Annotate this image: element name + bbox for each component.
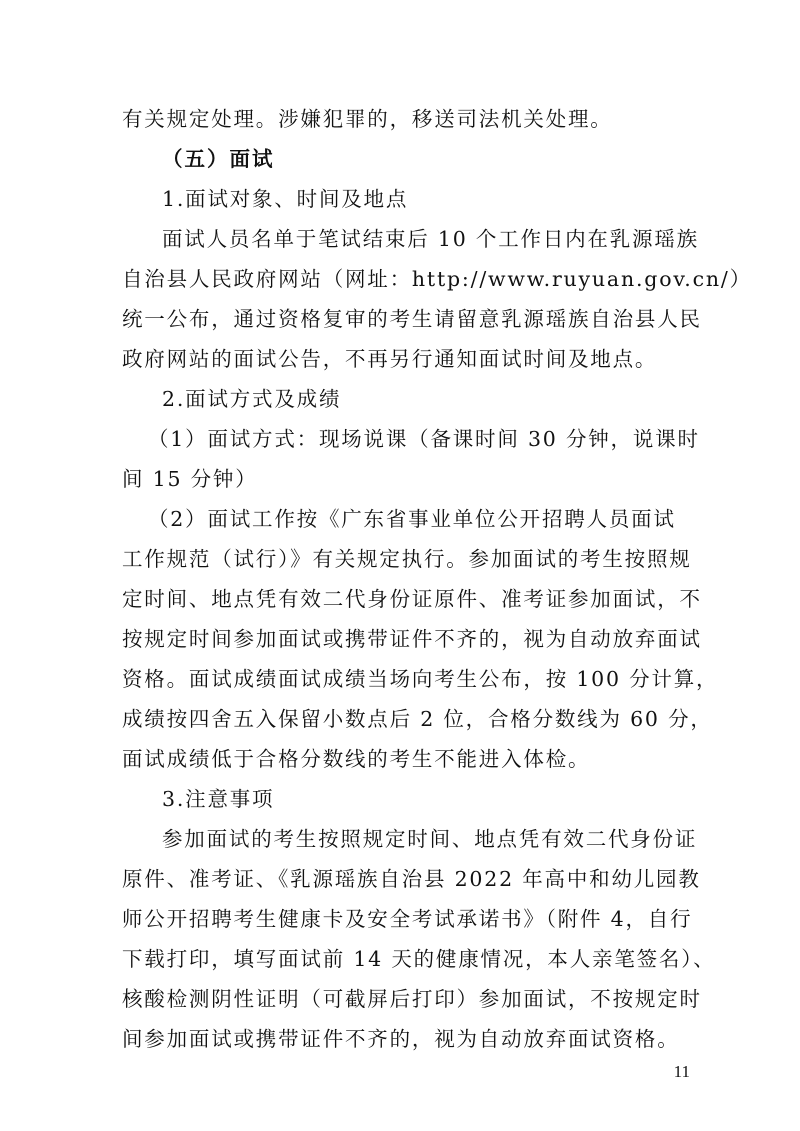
paragraph-line: 资格。面试成绩面试成绩当场向考生公布，按 100 分计算，	[122, 667, 719, 691]
paragraph-line: 下载打印，填写面试前 14 天的健康情况，本人亲笔签名）、	[122, 947, 716, 971]
page-number: 11	[673, 1062, 690, 1081]
paragraph-line: 有关规定处理。涉嫌犯罪的，移送司法机关处理。	[122, 107, 613, 131]
paragraph-line: 统一公布，通过资格复审的考生请留意乳源瑶族自治县人民	[122, 307, 702, 331]
paragraph-line: 按规定时间参加面试或携带证件不齐的，视为自动放弃面试	[122, 627, 702, 651]
paragraph-line: 自治县人民政府网站（网址：http://www.ruyuan.gov.cn/）	[122, 267, 752, 291]
subsection-heading: 1.面试对象、时间及地点	[162, 187, 409, 211]
subsection-heading: 3.注意事项	[162, 787, 275, 811]
paragraph-line: 间参加面试或携带证件不齐的，视为自动放弃面试资格。	[122, 1027, 680, 1051]
paragraph-line: 间 15 分钟）	[122, 467, 258, 491]
paragraph-line: 参加面试的考生按照规定时间、地点凭有效二代身份证	[162, 827, 698, 851]
subsection-heading: 2.面试方式及成绩	[162, 387, 342, 411]
paragraph-line: 成绩按四舍五入保留小数点后 2 位，合格分数线为 60 分，	[122, 707, 713, 731]
paragraph-line: 工作规范（试行）》有关规定执行。参加面试的考生按照规	[122, 547, 692, 571]
paragraph-line: 核酸检测阴性证明（可截屏后打印）参加面试，不按规定时	[122, 987, 702, 1011]
paragraph-line: （1）面试方式：现场说课（备课时间 30 分钟，说课时	[148, 427, 700, 451]
section-heading-interview: （五）面试	[162, 147, 275, 171]
paragraph-line: 面试成绩低于合格分数线的考生不能进入体检。	[122, 747, 591, 771]
paragraph-line: 师公开招聘考生健康卡及安全考试承诺书》（附件 4，自行	[122, 907, 693, 931]
paragraph-line: （2）面试工作按《广东省事业单位公开招聘人员面试	[148, 507, 676, 531]
paragraph-line: 政府网站的面试公告，不再另行通知面试时间及地点。	[122, 347, 658, 371]
paragraph-line: 原件、准考证、《乳源瑶族自治县 2022 年高中和幼儿园教	[122, 867, 701, 891]
paragraph-line: 定时间、地点凭有效二代身份证原件、准考证参加面试，不	[122, 587, 702, 611]
paragraph-line: 面试人员名单于笔试结束后 10 个工作日内在乳源瑶族	[162, 227, 699, 251]
